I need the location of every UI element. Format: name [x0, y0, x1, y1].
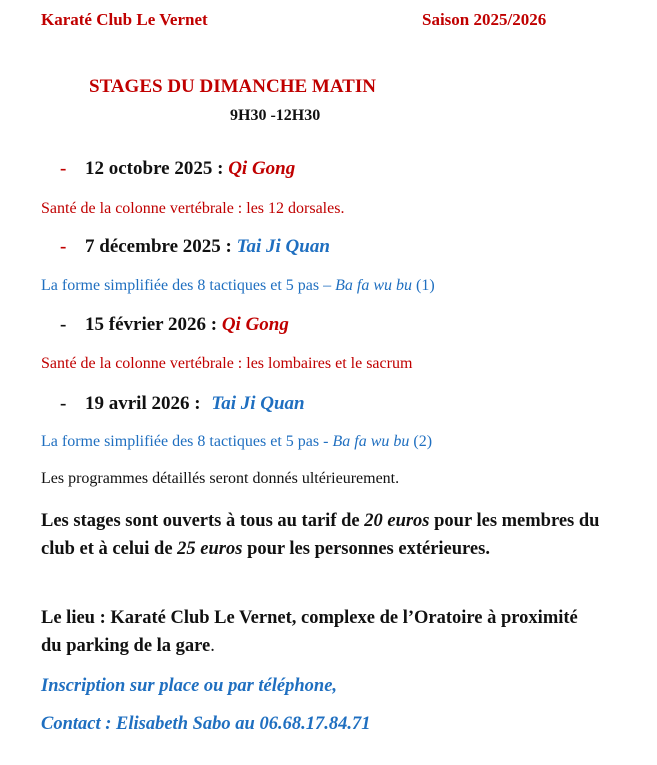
description-suffix: (1): [412, 277, 435, 294]
price-external: 25 euros: [177, 539, 243, 559]
price-members: 20 euros: [364, 511, 430, 531]
registration-line: Inscription sur place ou par téléphone,: [41, 676, 338, 696]
header-club: Karaté Club Le Vernet: [41, 10, 208, 29]
header-season: Saison 2025/2026: [422, 10, 547, 29]
session-2: [60, 236, 330, 258]
session-topic: Qi Gong: [228, 158, 296, 179]
pricing-paragraph: [41, 507, 601, 563]
programs-note: Les programmes détaillés seront donnés ultérieurement.: [41, 470, 400, 487]
session-1: [60, 158, 295, 180]
session-3-description: [41, 355, 412, 373]
description-text: La forme simplifiée des 8 tactiques et 5 pas -: [41, 433, 333, 450]
pricing-text: pour les personnes extérieures.: [242, 539, 490, 559]
bullet-dash: -: [60, 393, 67, 414]
description-text: Santé de la colonne vertébrale : les 12 dorsales.: [41, 200, 345, 217]
pricing-text: pour les membres du club et à celui de: [41, 511, 600, 559]
description-text: Santé de la colonne vertébrale : les lombaires et le sacrum: [41, 355, 413, 372]
session-topic: Tai Ji Quan: [211, 393, 305, 414]
bullet-dash: -: [60, 314, 67, 335]
location-end: .: [210, 636, 215, 656]
location-paragraph: [41, 604, 601, 660]
bullet-dash: -: [60, 236, 67, 257]
page-title: STAGES DU DIMANCHE MATIN: [89, 76, 376, 97]
session-4-description: [41, 433, 432, 451]
session-2-description: [41, 277, 435, 295]
bullet-dash: -: [60, 158, 67, 179]
pricing-text: Les stages sont ouverts à tous au tarif de: [41, 511, 365, 531]
session-3: [60, 314, 289, 336]
session-topic: Tai Ji Quan: [236, 236, 330, 257]
hours: 9H30 -12H30: [230, 107, 321, 124]
description-suffix: (2): [409, 433, 433, 450]
description-text: La forme simplifiée des 8 tactiques et 5 pas –: [41, 277, 336, 294]
session-date: 7 décembre 2025 :: [85, 236, 237, 257]
session-date: 15 février 2026 :: [85, 314, 222, 335]
session-date: 19 avril 2026 :: [85, 393, 206, 414]
session-date: 12 octobre 2025 :: [85, 158, 229, 179]
location-text: Le lieu : Karaté Club Le Vernet, complexe de l’Oratoire à proximité du parking de la gare: [41, 608, 578, 656]
contact-line: Contact : Elisabeth Sabo au 06.68.17.84.71: [41, 714, 371, 734]
description-italic: Ba fa wu bu: [335, 277, 413, 294]
session-topic: Qi Gong: [221, 314, 289, 335]
session-1-description: [41, 200, 344, 218]
description-italic: Ba fa wu bu: [332, 433, 410, 450]
session-4: [60, 393, 305, 415]
